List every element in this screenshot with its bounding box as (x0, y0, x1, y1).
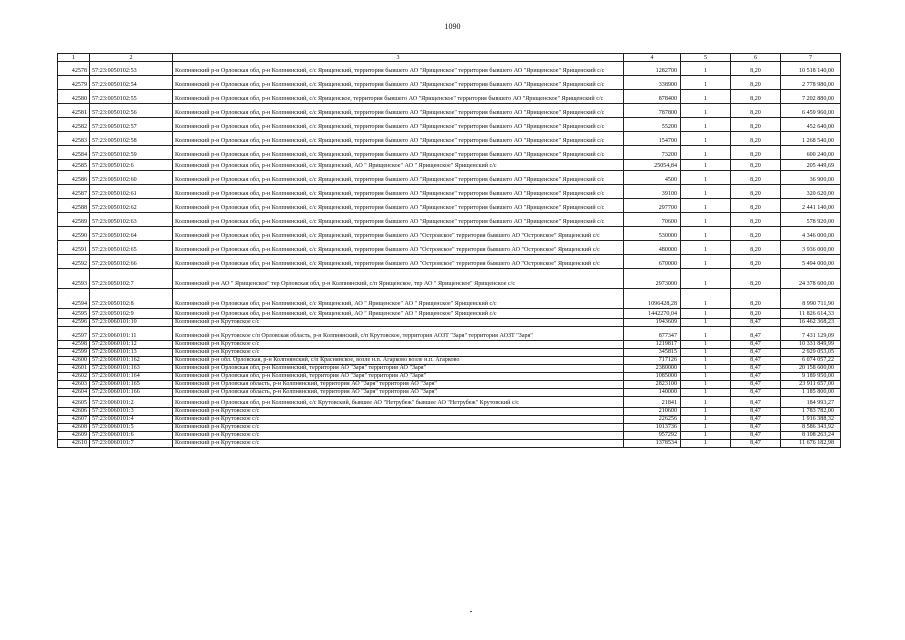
row-number: 42603 (58, 381, 90, 389)
rate-value: 8,20 (731, 185, 781, 199)
table-row (58, 269, 841, 289)
location-description: Колпнянский р-н Орловская обл, р-н Колпнянский, с/с Ярищенский, территория бывшего АО "Ярищенское" территория бывшего АО "Ярищенское" Ярищенский с/с (173, 146, 624, 160)
rate-value: 8,47 (731, 349, 781, 357)
quantity-value: 1 (681, 341, 731, 349)
table-row (58, 171, 841, 185)
rate-value: 8,47 (731, 397, 781, 408)
area-value: 73200 (624, 146, 681, 160)
row-number: 42588 (58, 199, 90, 213)
rate-value: 8,47 (731, 416, 781, 424)
quantity-value: 1 (681, 241, 731, 255)
rate-value: 8,47 (731, 424, 781, 432)
rate-value: 8,20 (731, 146, 781, 160)
cadastral-number: 57:23:0050102:56 (90, 104, 173, 118)
scan-speck (470, 611, 472, 612)
location-description: Колпнянский р-н Орловская обл, р-н Колпнянский, с/с Ярищенский, территория бывшего АО "Ярищенское" территория бывшего АО "Ярищенское" Ярищенский с/с (173, 62, 624, 76)
table-row (58, 90, 841, 104)
location-description: Колпнянский р-н Орловская обл, р-н Колпнянский, с/с Ярищенский, территория бывшего АО "Ярищенское" территория бывшего АО "Ярищенское" Ярищенский с/с (173, 185, 624, 199)
rate-value: 8,20 (731, 289, 781, 309)
quantity-value: 1 (681, 440, 731, 448)
page-number: 1090 (444, 22, 461, 31)
location-description: Колпнянский р-н Орловская область, р-н Колпнянский, территория АО "Заря" территория АО "Заря" (173, 389, 624, 397)
row-number: 42578 (58, 62, 90, 76)
table-row (58, 440, 841, 448)
column-header: 2 (90, 54, 173, 62)
area-value: 55200 (624, 118, 681, 132)
cadastral-value: 205 449,69 (781, 160, 841, 171)
area-value: 338900 (624, 76, 681, 90)
table-header-row (58, 54, 841, 62)
location-description: Колпнянский р-н Орловская обл, р-н Колпнянский, с/с Ярищенский, АО " Ярищенское" АО " Ярищенское" Ярищенский с/с (173, 160, 624, 171)
quantity-value: 1 (681, 171, 731, 185)
column-header: 3 (173, 54, 624, 62)
row-number: 42596 (58, 319, 90, 327)
quantity-value: 1 (681, 381, 731, 389)
table-row (58, 389, 841, 397)
cadastral-number: 57:23:0050102:60 (90, 171, 173, 185)
location-description: Колпнянский р-н Орловская обл, р-н Колпнянский, с/с Ярищенский, АО " Ярищенское" АО " Ярищенское" Ярищенский с/с (173, 289, 624, 309)
cadastral-number: 57:23:0060101:5 (90, 424, 173, 432)
cadastral-number: 57:23:0050102:61 (90, 185, 173, 199)
column-header: 6 (731, 54, 781, 62)
row-number: 42586 (58, 171, 90, 185)
area-value: 530000 (624, 227, 681, 241)
cadastral-value: 1 185 800,00 (781, 389, 841, 397)
rate-value: 8,47 (731, 341, 781, 349)
area-value: 1943609 (624, 319, 681, 327)
cadastral-number: 57:23:0060101:11 (90, 327, 173, 341)
row-number: 42580 (58, 90, 90, 104)
table-row (58, 132, 841, 146)
location-description: Колпнянский р-н Орловская обл, р-н Колпнянский, территория АО "Заря" территория АО "Заря" (173, 365, 624, 373)
rate-value: 8,47 (731, 319, 781, 327)
table-row (58, 341, 841, 349)
cadastral-number: 57:23:0050102:54 (90, 76, 173, 90)
location-description: Колпнянский р-н Крутовское с/с (173, 416, 624, 424)
area-value: 226256 (624, 416, 681, 424)
quantity-value: 1 (681, 373, 731, 381)
quantity-value: 1 (681, 365, 731, 373)
table-row (58, 397, 841, 408)
cadastral-value: 11 676 182,98 (781, 440, 841, 448)
quantity-value: 1 (681, 255, 731, 269)
table-row (58, 349, 841, 357)
area-value: 1013736 (624, 424, 681, 432)
table-row (58, 199, 841, 213)
cadastral-number: 57:23:0060101:163 (90, 365, 173, 373)
cadastral-number: 57:23:0060101:10 (90, 319, 173, 327)
row-number: 42592 (58, 255, 90, 269)
row-number: 42598 (58, 341, 90, 349)
rate-value: 8,47 (731, 408, 781, 416)
rate-value: 8,47 (731, 432, 781, 440)
cadastral-number: 57:23:0060101:6 (90, 432, 173, 440)
column-header: 4 (624, 54, 681, 62)
row-number: 42607 (58, 416, 90, 424)
location-description: Колпнянский р-н Крутовское с/с (173, 341, 624, 349)
quantity-value: 1 (681, 408, 731, 416)
quantity-value: 1 (681, 213, 731, 227)
rate-value: 8,20 (731, 213, 781, 227)
cadastral-number: 57:23:0060101:12 (90, 341, 173, 349)
table-row (58, 365, 841, 373)
area-value: 154700 (624, 132, 681, 146)
quantity-value: 1 (681, 397, 731, 408)
location-description: Колпнянский р-н Орловская обл, р-н Колпнянский, с/с Крутовский, бывшее АО "Нетрубеж" бывшее АО "Нетрубеж" Крутовский с/с (173, 397, 624, 408)
row-number: 42584 (58, 146, 90, 160)
cadastral-value: 23 911 657,00 (781, 381, 841, 389)
rate-value: 8,20 (731, 241, 781, 255)
cadastral-value: 10 518 140,00 (781, 62, 841, 76)
cadastral-value: 7 431 129,09 (781, 327, 841, 341)
location-description: Колпнянский р-н Крутовское с/с (173, 349, 624, 357)
cadastral-number: 57:23:0060101:164 (90, 373, 173, 381)
cadastral-number: 57:23:0050102:65 (90, 241, 173, 255)
cadastral-value: 10 331 849,99 (781, 341, 841, 349)
table-row (58, 76, 841, 90)
location-description: Колпнянский р-н Орловская обл, р-н Колпнянский, с/с Ярищенский, АО " Ярищенское" АО " Ярищенское" Ярищенский с/с (173, 309, 624, 319)
quantity-value: 1 (681, 146, 731, 160)
table-row (58, 227, 841, 241)
quantity-value: 1 (681, 185, 731, 199)
row-number: 42590 (58, 227, 90, 241)
cadastral-value: 2 929 053,05 (781, 349, 841, 357)
cadastral-value: 1 268 540,00 (781, 132, 841, 146)
location-description: Колпнянский р-н Крутовское с/п Орловская область, р-н Колпнянский, с/п Крутовское, территория АОЗТ "Заря" территория АОЗТ "Заря" (173, 327, 624, 341)
row-number: 42604 (58, 389, 90, 397)
cadastral-number: 57:23:0050102:64 (90, 227, 173, 241)
cadastral-number: 57:23:0050102:58 (90, 132, 173, 146)
quantity-value: 1 (681, 416, 731, 424)
cadastral-value: 24 378 600,00 (781, 269, 841, 289)
cadastral-number: 57:23:0050102:55 (90, 90, 173, 104)
cadastral-value: 6 459 960,00 (781, 104, 841, 118)
cadastral-number: 57:23:0050102:63 (90, 213, 173, 227)
area-value: 2823100 (624, 381, 681, 389)
quantity-value: 1 (681, 132, 731, 146)
column-header: 5 (681, 54, 731, 62)
row-number: 42609 (58, 432, 90, 440)
cadastral-value: 6 074 057,22 (781, 357, 841, 365)
quantity-value: 1 (681, 309, 731, 319)
quantity-value: 1 (681, 327, 731, 341)
area-value: 670000 (624, 255, 681, 269)
quantity-value: 1 (681, 160, 731, 171)
table-row (58, 424, 841, 432)
location-description: Колпнянский р-н Крутовское с/с (173, 408, 624, 416)
cadastral-value: 1 916 388,32 (781, 416, 841, 424)
location-description: Колпнянский р-н Орловская область, р-н Колпнянский, территория АО "Заря" территория АО "Заря" (173, 381, 624, 389)
row-number: 42610 (58, 440, 90, 448)
table-row (58, 416, 841, 424)
table-row (58, 104, 841, 118)
location-description: Колпнянский р-н Орловская обл, р-н Колпнянский, с/с Ярищенский, территория бывшего АО "Ярищенское" территория бывшего АО "Ярищенское" Ярищенский с/с (173, 76, 624, 90)
row-number: 42591 (58, 241, 90, 255)
rate-value: 8,47 (731, 373, 781, 381)
cadastral-value: 452 640,00 (781, 118, 841, 132)
area-value: 787800 (624, 104, 681, 118)
cadastral-number: 57:23:0050102:6 (90, 160, 173, 171)
row-number: 42582 (58, 118, 90, 132)
cadastral-value: 8 108 263,24 (781, 432, 841, 440)
row-number: 42605 (58, 397, 90, 408)
area-value: 297700 (624, 199, 681, 213)
cadastral-number: 57:23:0050102:59 (90, 146, 173, 160)
cadastral-number: 57:23:0050102:7 (90, 269, 173, 289)
area-value: 2380000 (624, 365, 681, 373)
quantity-value: 1 (681, 227, 731, 241)
location-description: Колпнянский р-н Крутовское с/с (173, 432, 624, 440)
location-description: Колпнянский р-н Орловская обл, р-н Колпнянский, с/с Ярищенский, территория бывшего АО "Ярищенское" территория бывшего АО "Ярищенское" Ярищенский с/с (173, 213, 624, 227)
quantity-value: 1 (681, 432, 731, 440)
location-description: Колпнянский р-н обл. Орловская, р-н Колпнянский, с/п Краснянское, возле н.п. Агарково возле н.п. Агарково (173, 357, 624, 365)
quantity-value: 1 (681, 424, 731, 432)
cadastral-value: 1 783 782,00 (781, 408, 841, 416)
table-row (58, 373, 841, 381)
table-row (58, 432, 841, 440)
area-value: 717126 (624, 357, 681, 365)
rate-value: 8,20 (731, 90, 781, 104)
table-row (58, 160, 841, 171)
cadastral-value: 184 993,27 (781, 397, 841, 408)
rate-value: 8,47 (731, 365, 781, 373)
cadastral-value: 2 441 140,00 (781, 199, 841, 213)
rate-value: 8,20 (731, 171, 781, 185)
rate-value: 8,20 (731, 160, 781, 171)
table-row (58, 118, 841, 132)
cadastral-value: 578 920,00 (781, 213, 841, 227)
area-value: 1442270,04 (624, 309, 681, 319)
rate-value: 8,20 (731, 309, 781, 319)
quantity-value: 1 (681, 357, 731, 365)
rate-value: 8,20 (731, 132, 781, 146)
quantity-value: 1 (681, 349, 731, 357)
row-number: 42602 (58, 373, 90, 381)
row-number: 42606 (58, 408, 90, 416)
area-value: 877347 (624, 327, 681, 341)
location-description: Колпнянский р-н Орловская обл, р-н Колпнянский, с/с Ярищенский, территория бывшего АО "Островское" территория бывшего АО "Островское" Ярищенский с/с (173, 227, 624, 241)
rate-value: 8,47 (731, 357, 781, 365)
cadastral-value: 5 494 000,00 (781, 255, 841, 269)
location-description: Колпнянский р-н Орловская обл, р-н Колпнянский, с/с Ярищенский, территория бывшего АО "Ярищенское" территория бывшего АО "Ярищенское" Ярищенский с/с (173, 171, 624, 185)
cadastral-value: 9 189 950,00 (781, 373, 841, 381)
row-number: 42600 (58, 357, 90, 365)
row-number: 42581 (58, 104, 90, 118)
location-description: Колпнянский р-н Орловская обл, р-н Колпнянский, с/с Ярищенский, территория бывшего АО "Ярищенское" территория бывшего АО "Ярищенское" Ярищенский с/с (173, 132, 624, 146)
row-number: 42593 (58, 269, 90, 289)
location-description: Колпнянский р-н Орловская обл, р-н Колпнянский, с/с Ярищенский, территория бывшего АО "Ярищенское" территория бывшего АО "Ярищенское" Ярищенский с/с (173, 104, 624, 118)
quantity-value: 1 (681, 104, 731, 118)
quantity-value: 1 (681, 199, 731, 213)
location-description: Колпнянский р-н Крутовское с/с (173, 424, 624, 432)
area-value: 1085000 (624, 373, 681, 381)
area-value: 140000 (624, 389, 681, 397)
cadastral-number: 57:23:0050102:66 (90, 255, 173, 269)
cadastral-number: 57:23:0060101:162 (90, 357, 173, 365)
rate-value: 8,20 (731, 269, 781, 289)
cadastral-value: 11 826 614,33 (781, 309, 841, 319)
location-description: Колпнянский р-н Орловская обл, р-н Колпнянский, с/с Ярищенский, территория бывшего АО "Островское" территория бывшего АО "Островское" Ярищенский с/с (173, 241, 624, 255)
cadastral-value: 7 202 880,00 (781, 90, 841, 104)
area-value: 1378534 (624, 440, 681, 448)
quantity-value: 1 (681, 319, 731, 327)
row-number: 42599 (58, 349, 90, 357)
rate-value: 8,20 (731, 118, 781, 132)
area-value: 210600 (624, 408, 681, 416)
area-value: 4500 (624, 171, 681, 185)
cadastral-value: 4 346 000,00 (781, 227, 841, 241)
table-row (58, 213, 841, 227)
rate-value: 8,47 (731, 389, 781, 397)
area-value: 878400 (624, 90, 681, 104)
cadastral-number: 57:23:0050102:9 (90, 309, 173, 319)
cadastral-number: 57:23:0060101:3 (90, 408, 173, 416)
table-row (58, 241, 841, 255)
rate-value: 8,47 (731, 440, 781, 448)
cadastral-value: 8 586 343,92 (781, 424, 841, 432)
cadastral-number: 57:23:0050102:62 (90, 199, 173, 213)
cadastral-number: 57:23:0050102:53 (90, 62, 173, 76)
row-number: 42594 (58, 289, 90, 309)
area-value: 957292 (624, 432, 681, 440)
area-value: 39100 (624, 185, 681, 199)
area-value: 25054,84 (624, 160, 681, 171)
quantity-value: 1 (681, 389, 731, 397)
cadastral-number: 57:23:0060101:166 (90, 389, 173, 397)
cadastral-number: 57:23:0060101:13 (90, 349, 173, 357)
rate-value: 8,47 (731, 327, 781, 341)
cadastral-number: 57:23:0060101:2 (90, 397, 173, 408)
row-number: 42587 (58, 185, 90, 199)
table-row (58, 185, 841, 199)
table-row (58, 319, 841, 327)
area-value: 1282700 (624, 62, 681, 76)
row-number: 42583 (58, 132, 90, 146)
column-header: 7 (781, 54, 841, 62)
cadastral-value: 16 462 368,23 (781, 319, 841, 327)
location-description: Колпнянский р-н Орловская обл, р-н Колпнянский, с/с Ярищенский, территория бывшего АО "Ярищенское" территория бывшего АО "Ярищенское" Ярищенский с/с (173, 199, 624, 213)
row-number: 42608 (58, 424, 90, 432)
location-description: Колпнянский р-н Орловская обл, р-н Колпнянский, с/с Ярищенский, территория бывшего АО "Островское" территория бывшего АО "Островское" Ярищенский с/с (173, 255, 624, 269)
cadastral-value: 3 936 000,00 (781, 241, 841, 255)
rate-value: 8,20 (731, 255, 781, 269)
quantity-value: 1 (681, 289, 731, 309)
cadastral-value: 8 990 711,90 (781, 289, 841, 309)
area-value: 2973000 (624, 269, 681, 289)
table-row (58, 309, 841, 319)
location-description: Колпнянский р-н Крутовское с/с (173, 319, 624, 327)
cadastral-value: 600 240,00 (781, 146, 841, 160)
rate-value: 8,20 (731, 199, 781, 213)
row-number: 42595 (58, 309, 90, 319)
table-row (58, 327, 841, 341)
rate-value: 8,20 (731, 62, 781, 76)
area-value: 21841 (624, 397, 681, 408)
table-row (58, 289, 841, 309)
table-row (58, 146, 841, 160)
row-number: 42597 (58, 327, 90, 341)
area-value: 345815 (624, 349, 681, 357)
table-row (58, 62, 841, 76)
rate-value: 8,20 (731, 104, 781, 118)
rate-value: 8,47 (731, 381, 781, 389)
row-number: 42579 (58, 76, 90, 90)
cadastral-value: 36 900,00 (781, 171, 841, 185)
table-row (58, 357, 841, 365)
cadastral-number: 57:23:0060101:165 (90, 381, 173, 389)
quantity-value: 1 (681, 118, 731, 132)
area-value: 1219817 (624, 341, 681, 349)
table-row (58, 381, 841, 389)
row-number: 42585 (58, 160, 90, 171)
cadastral-value: 20 158 600,00 (781, 365, 841, 373)
location-description: Колпнянский р-н Орловская обл, р-н Колпнянский, с/с Ярищенский, территория бывшего АО "Ярищенское" территория бывшего АО "Ярищенское" Ярищенский с/с (173, 118, 624, 132)
register-table (57, 53, 841, 448)
cadastral-number: 57:23:0060101:4 (90, 416, 173, 424)
quantity-value: 1 (681, 269, 731, 289)
quantity-value: 1 (681, 62, 731, 76)
cadastral-value: 320 620,00 (781, 185, 841, 199)
quantity-value: 1 (681, 76, 731, 90)
rate-value: 8,20 (731, 227, 781, 241)
area-value: 70600 (624, 213, 681, 227)
column-header: 1 (58, 54, 90, 62)
location-description: Колпнянский р-н Крутовское с/с (173, 440, 624, 448)
cadastral-number: 57:23:0050102:8 (90, 289, 173, 309)
table-row (58, 408, 841, 416)
location-description: Колпнянский р-н Орловская обл, р-н Колпнянский, с/с Ярищенское, территория бывшего АО "Ярищенское" территория бывшего АО "Ярищенское" Ярищенский с/с (173, 90, 624, 104)
location-description: Колпнянский р-н АО " Ярищенское" тер Орловская обл, р-н Колпнянский, с/п Ярищенское, тер АО " Ярищенское" Ярищенское с/с (173, 269, 624, 289)
rate-value: 8,20 (731, 76, 781, 90)
row-number: 42589 (58, 213, 90, 227)
cadastral-value: 2 778 980,00 (781, 76, 841, 90)
area-value: 1096428,28 (624, 289, 681, 309)
cadastral-number: 57:23:0050102:57 (90, 118, 173, 132)
location-description: Колпнянский р-н Орловская обл, р-н Колпнянский, территория АО "Заря" территория АО "Заря" (173, 373, 624, 381)
row-number: 42601 (58, 365, 90, 373)
quantity-value: 1 (681, 90, 731, 104)
area-value: 480000 (624, 241, 681, 255)
table-row (58, 255, 841, 269)
cadastral-number: 57:23:0060101:7 (90, 440, 173, 448)
